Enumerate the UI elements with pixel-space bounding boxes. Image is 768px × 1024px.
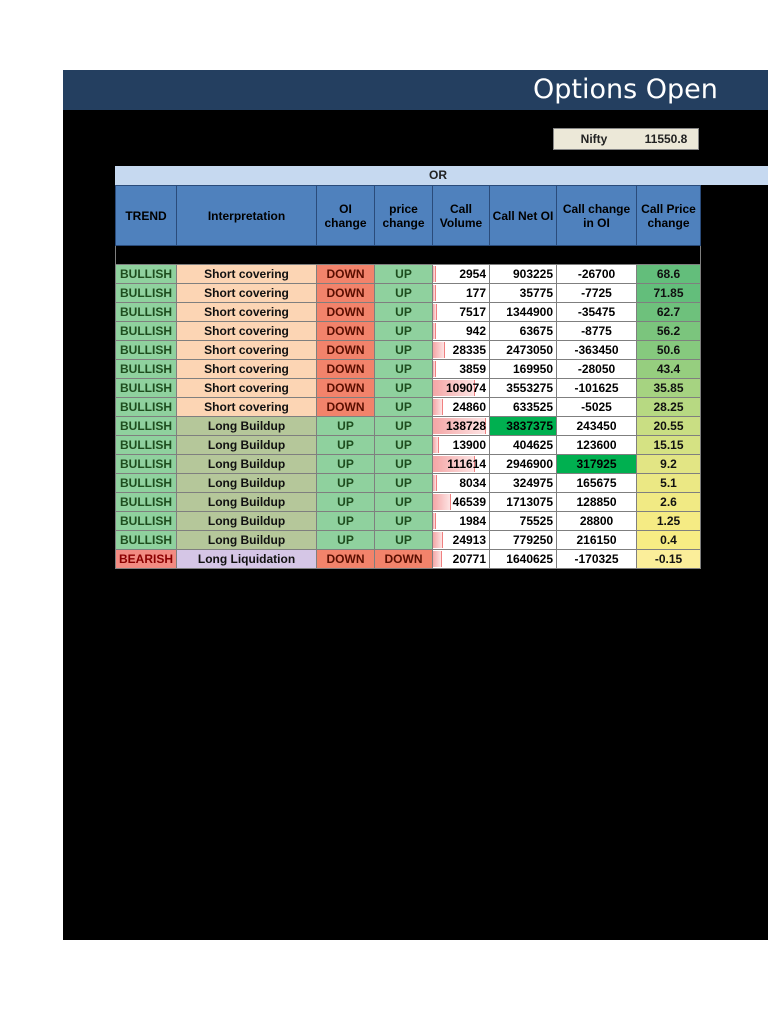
cell-call-change-oi[interactable]: 216150 (557, 531, 637, 550)
cell-call-price-change[interactable]: 2.6 (637, 493, 701, 512)
cell-call-change-oi[interactable]: -5025 (557, 398, 637, 417)
call-volume-value: 20771 (452, 552, 487, 566)
table-row (116, 417, 701, 436)
cell-call-price-change[interactable]: 35.85 (637, 379, 701, 398)
cell-price-change[interactable]: UP (375, 398, 433, 417)
cell-trend[interactable]: BULLISH (116, 436, 177, 455)
volume-data-bar (433, 513, 436, 529)
cell-call-net-oi[interactable]: 2473050 (490, 341, 557, 360)
cell-call-volume[interactable] (433, 512, 490, 531)
cell-call-price-change[interactable]: 0.4 (637, 531, 701, 550)
cell-call-net-oi[interactable]: 3837375 (490, 417, 557, 436)
call-volume-value: 7517 (459, 305, 487, 319)
cell-interpretation[interactable]: Short covering (177, 322, 317, 341)
cell-price-change[interactable]: DOWN (375, 550, 433, 569)
cell-price-change[interactable]: UP (375, 341, 433, 360)
cell-call-volume[interactable] (433, 493, 490, 512)
section-bar (115, 166, 768, 185)
table-row (116, 512, 701, 531)
cell-oi-change[interactable]: UP (317, 493, 375, 512)
cell-interpretation[interactable]: Long Buildup (177, 493, 317, 512)
header-call-volume[interactable]: Call Volume (433, 186, 490, 246)
cell-price-change[interactable]: UP (375, 322, 433, 341)
cell-trend[interactable]: BULLISH (116, 531, 177, 550)
table-row (116, 341, 701, 360)
volume-data-bar (433, 532, 443, 548)
cell-price-change[interactable]: UP (375, 265, 433, 284)
cell-price-change[interactable]: UP (375, 417, 433, 436)
cell-interpretation[interactable]: Long Buildup (177, 436, 317, 455)
call-volume-value: 942 (465, 324, 487, 338)
cell-call-net-oi[interactable]: 1344900 (490, 303, 557, 322)
cell-oi-change[interactable]: DOWN (317, 341, 375, 360)
cell-oi-change[interactable]: DOWN (317, 303, 375, 322)
call-volume-value: 13900 (452, 438, 487, 452)
cell-trend[interactable]: BEARISH (116, 550, 177, 569)
cell-call-price-change[interactable]: 68.6 (637, 265, 701, 284)
cell-call-net-oi[interactable]: 35775 (490, 284, 557, 303)
volume-data-bar (433, 342, 445, 358)
cell-price-change[interactable]: UP (375, 474, 433, 493)
cell-call-net-oi[interactable]: 2946900 (490, 455, 557, 474)
volume-data-bar (433, 361, 436, 377)
cell-trend[interactable]: BULLISH (116, 474, 177, 493)
header-call-net-oi[interactable]: Call Net OI (490, 186, 557, 246)
call-volume-value: 24860 (452, 400, 487, 414)
cell-oi-change[interactable]: DOWN (317, 398, 375, 417)
volume-data-bar (433, 285, 436, 301)
cell-price-change[interactable]: UP (375, 455, 433, 474)
cell-call-net-oi[interactable]: 324975 (490, 474, 557, 493)
table-row (116, 474, 701, 493)
title-banner (63, 70, 768, 110)
cell-interpretation[interactable]: Long Liquidation (177, 550, 317, 569)
cell-interpretation[interactable]: Long Buildup (177, 455, 317, 474)
call-volume-value: 177 (465, 286, 487, 300)
cell-call-volume[interactable] (433, 550, 490, 569)
cell-interpretation[interactable]: Long Buildup (177, 474, 317, 493)
table-row (116, 398, 701, 417)
options-table (115, 185, 701, 569)
table-row (116, 455, 701, 474)
cell-call-net-oi[interactable]: 903225 (490, 265, 557, 284)
cell-call-change-oi[interactable]: -101625 (557, 379, 637, 398)
cell-trend[interactable]: BULLISH (116, 322, 177, 341)
cell-call-change-oi[interactable]: 28800 (557, 512, 637, 531)
table-row (116, 379, 701, 398)
cell-call-price-change[interactable]: 71.85 (637, 284, 701, 303)
cell-call-net-oi[interactable]: 75525 (490, 512, 557, 531)
cell-call-volume[interactable] (433, 455, 490, 474)
cell-call-price-change[interactable]: 50.6 (637, 341, 701, 360)
table-row (116, 436, 701, 455)
cell-call-volume[interactable] (433, 531, 490, 550)
cell-call-net-oi[interactable]: 63675 (490, 322, 557, 341)
cell-call-volume[interactable] (433, 474, 490, 493)
table-row (116, 550, 701, 569)
volume-data-bar (433, 494, 451, 510)
volume-data-bar (433, 266, 436, 282)
cell-call-net-oi[interactable]: 169950 (490, 360, 557, 379)
cell-call-change-oi[interactable]: 165675 (557, 474, 637, 493)
cell-call-net-oi[interactable]: 633525 (490, 398, 557, 417)
cell-interpretation[interactable]: Short covering (177, 265, 317, 284)
cell-call-price-change[interactable]: 5.1 (637, 474, 701, 493)
cell-interpretation[interactable]: Long Buildup (177, 531, 317, 550)
cell-call-volume[interactable] (433, 322, 490, 341)
header-price-change[interactable]: price change (375, 186, 433, 246)
cell-call-price-change[interactable]: 20.55 (637, 417, 701, 436)
cell-call-change-oi[interactable]: 243450 (557, 417, 637, 436)
volume-data-bar (433, 323, 436, 339)
cell-interpretation[interactable]: Short covering (177, 284, 317, 303)
cell-call-price-change[interactable]: 15.15 (637, 436, 701, 455)
nifty-value: 11550.8 (644, 132, 688, 146)
cell-oi-change[interactable]: DOWN (317, 265, 375, 284)
section-label: OR (429, 168, 447, 182)
cell-oi-change[interactable]: UP (317, 455, 375, 474)
table-row (116, 360, 701, 379)
call-volume-value: 8034 (459, 476, 487, 490)
cell-interpretation[interactable]: Short covering (177, 379, 317, 398)
cell-interpretation[interactable]: Long Buildup (177, 512, 317, 531)
cell-trend[interactable]: BULLISH (116, 455, 177, 474)
header-oi-change[interactable]: OI change (317, 186, 375, 246)
nifty-box (553, 128, 699, 150)
header-call-change-oi[interactable]: Call change in OI (557, 186, 637, 246)
volume-data-bar (433, 437, 439, 453)
cell-oi-change[interactable]: DOWN (317, 360, 375, 379)
cell-call-price-change[interactable]: 28.25 (637, 398, 701, 417)
cell-oi-change[interactable]: UP (317, 474, 375, 493)
table-row (116, 322, 701, 341)
cell-oi-change[interactable]: DOWN (317, 550, 375, 569)
cell-price-change[interactable]: UP (375, 493, 433, 512)
cell-price-change[interactable]: UP (375, 531, 433, 550)
header-interpretation[interactable]: Interpretation (177, 186, 317, 246)
cell-price-change[interactable]: UP (375, 512, 433, 531)
cell-interpretation[interactable]: Short covering (177, 360, 317, 379)
cell-trend[interactable]: BULLISH (116, 341, 177, 360)
cell-call-volume[interactable] (433, 398, 490, 417)
cell-trend[interactable]: BULLISH (116, 379, 177, 398)
cell-trend[interactable]: BULLISH (116, 398, 177, 417)
cell-price-change[interactable]: UP (375, 284, 433, 303)
call-volume-value: 28335 (452, 343, 487, 357)
cell-call-net-oi[interactable]: 404625 (490, 436, 557, 455)
volume-data-bar (433, 551, 442, 567)
table-row (116, 531, 701, 550)
cell-call-change-oi[interactable]: -7725 (557, 284, 637, 303)
cell-oi-change[interactable]: DOWN (317, 379, 375, 398)
cell-oi-change[interactable]: UP (317, 436, 375, 455)
cell-call-change-oi[interactable]: -26700 (557, 265, 637, 284)
table-row (116, 303, 701, 322)
cell-trend[interactable]: BULLISH (116, 417, 177, 436)
page-title: Options Open (533, 74, 718, 105)
volume-data-bar (433, 304, 437, 320)
call-volume-value: 111614 (447, 457, 487, 471)
cell-call-price-change[interactable]: 1.25 (637, 512, 701, 531)
header-call-price-change[interactable]: Call Price change (637, 186, 701, 246)
table-row (116, 493, 701, 512)
cell-call-price-change[interactable]: 43.4 (637, 360, 701, 379)
cell-trend[interactable]: BULLISH (116, 284, 177, 303)
cell-price-change[interactable]: UP (375, 360, 433, 379)
cell-call-volume[interactable] (433, 379, 490, 398)
call-volume-value: 2954 (459, 267, 487, 281)
volume-data-bar (433, 475, 437, 491)
cell-trend[interactable]: BULLISH (116, 512, 177, 531)
cell-oi-change[interactable]: UP (317, 417, 375, 436)
cell-call-volume[interactable] (433, 360, 490, 379)
cell-call-change-oi[interactable]: -28050 (557, 360, 637, 379)
cell-interpretation[interactable]: Short covering (177, 398, 317, 417)
cell-oi-change[interactable]: UP (317, 512, 375, 531)
cell-call-price-change[interactable]: -0.15 (637, 550, 701, 569)
cell-call-volume[interactable] (433, 265, 490, 284)
cell-trend[interactable]: BULLISH (116, 303, 177, 322)
cell-call-change-oi[interactable]: 317925 (557, 455, 637, 474)
cell-call-volume[interactable] (433, 284, 490, 303)
call-volume-value: 138728 (445, 419, 487, 433)
cell-call-change-oi[interactable]: 128850 (557, 493, 637, 512)
call-volume-value: 24913 (452, 533, 487, 547)
cell-interpretation[interactable]: Short covering (177, 341, 317, 360)
cell-price-change[interactable]: UP (375, 436, 433, 455)
cell-call-net-oi[interactable]: 779250 (490, 531, 557, 550)
table-row (116, 284, 701, 303)
table-row (116, 265, 701, 284)
cell-interpretation[interactable]: Long Buildup (177, 417, 317, 436)
call-volume-value: 109074 (445, 381, 487, 395)
cell-call-price-change[interactable]: 9.2 (637, 455, 701, 474)
table-body (116, 246, 701, 569)
cell-call-net-oi[interactable]: 3553275 (490, 379, 557, 398)
cell-call-net-oi[interactable]: 1713075 (490, 493, 557, 512)
cell-call-volume[interactable] (433, 303, 490, 322)
cell-call-net-oi[interactable]: 1640625 (490, 550, 557, 569)
volume-data-bar (433, 399, 443, 415)
cell-trend[interactable]: BULLISH (116, 265, 177, 284)
cell-trend[interactable]: BULLISH (116, 493, 177, 512)
nifty-label: Nifty (580, 132, 608, 146)
cell-call-change-oi[interactable]: -35475 (557, 303, 637, 322)
header-row (116, 186, 701, 246)
cell-call-price-change[interactable]: 62.7 (637, 303, 701, 322)
cell-call-change-oi[interactable]: -8775 (557, 322, 637, 341)
cell-call-volume[interactable] (433, 341, 490, 360)
cell-price-change[interactable]: UP (375, 303, 433, 322)
cell-oi-change[interactable]: UP (317, 531, 375, 550)
call-volume-value: 1984 (459, 514, 487, 528)
cell-call-change-oi[interactable]: -170325 (557, 550, 637, 569)
cell-oi-change[interactable]: DOWN (317, 284, 375, 303)
cell-trend[interactable]: BULLISH (116, 360, 177, 379)
cell-call-volume[interactable] (433, 417, 490, 436)
cell-price-change[interactable]: UP (375, 379, 433, 398)
cell-call-change-oi[interactable]: 123600 (557, 436, 637, 455)
cell-interpretation[interactable]: Short covering (177, 303, 317, 322)
cell-oi-change[interactable]: DOWN (317, 322, 375, 341)
spreadsheet-area (63, 70, 768, 940)
cell-call-price-change[interactable]: 56.2 (637, 322, 701, 341)
cell-call-change-oi[interactable]: -363450 (557, 341, 637, 360)
cell-call-volume[interactable] (433, 436, 490, 455)
header-trend[interactable]: TREND (116, 186, 177, 246)
call-volume-value: 3859 (459, 362, 487, 376)
call-volume-value: 46539 (452, 495, 487, 509)
